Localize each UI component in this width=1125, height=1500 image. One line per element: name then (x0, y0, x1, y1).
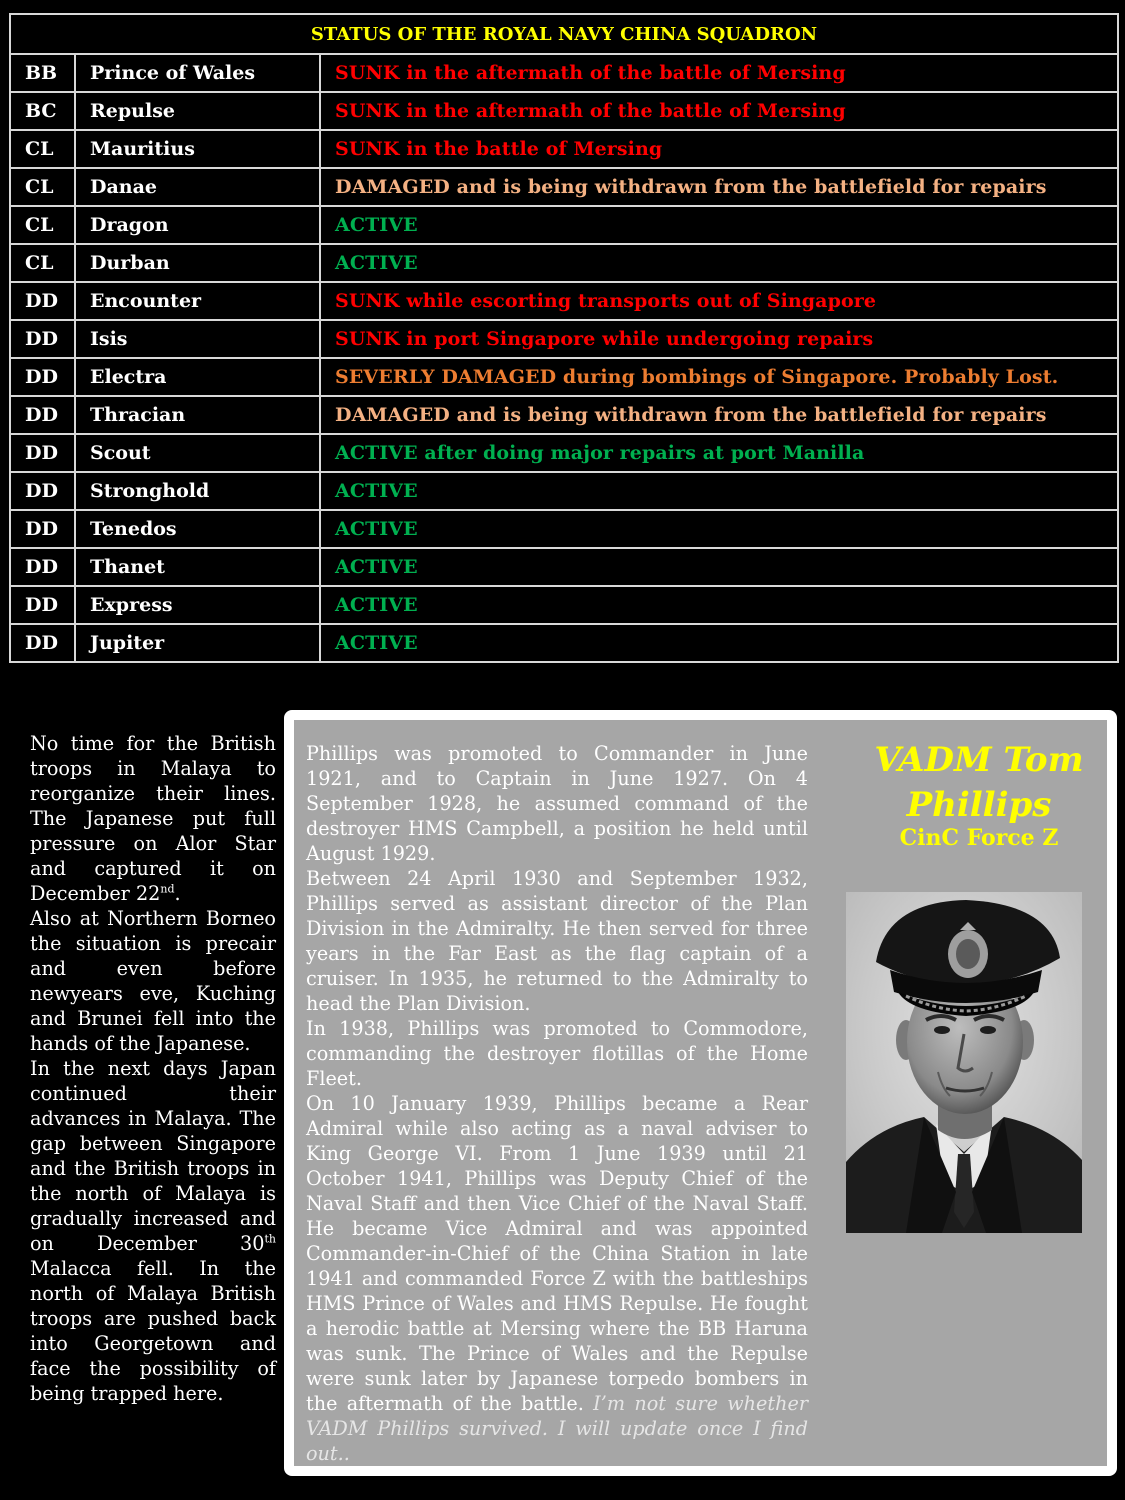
admiral-name (854, 738, 1104, 828)
ship-status-cell: SUNK in the aftermath of the battle of Mersing (320, 54, 1118, 92)
squadron-status-table (9, 13, 1119, 663)
table-row (10, 282, 1118, 320)
ship-status-cell: ACTIVE (320, 624, 1118, 662)
ship-status-cell: SUNK in the aftermath of the battle of Mersing (320, 92, 1118, 130)
ship-name-cell: Express (75, 586, 320, 624)
table-row (10, 586, 1118, 624)
ship-status-cell: ACTIVE (320, 510, 1118, 548)
ship-type-cell: CL (10, 168, 75, 206)
ship-name-cell: Danae (75, 168, 320, 206)
ordinal-suffix: nd (160, 882, 175, 896)
table-row (10, 472, 1118, 510)
ship-status-cell: DAMAGED and is being withdrawn from the battlefield for repairs (320, 168, 1118, 206)
table-title-row (10, 14, 1118, 54)
table-row (10, 54, 1118, 92)
ship-type-cell: CL (10, 206, 75, 244)
ship-name-cell: Dragon (75, 206, 320, 244)
biography-paragraph: Between 24 April 1930 and September 1932, Phillips served as assistant director of the Plan Division in the Admiralty. He then served for three years in the Far East as the flag captain of a cruiser. In 1935, he returned to the Admiralty to head the Plan Division. (306, 867, 808, 1015)
ship-status-cell: SUNK while escorting transports out of Singapore (320, 282, 1118, 320)
table-row (10, 320, 1118, 358)
ship-status-cell: SEVERLY DAMAGED during bombings of Singapore. Probably Lost. (320, 358, 1118, 396)
biography-panel (284, 710, 1117, 1476)
ship-type-cell: DD (10, 586, 75, 624)
narrative-paragraph: Also at Northern Borneo the situation is precair and even before newyears eve, Kuching and Brunei fell into the hands of the Japanese. (30, 907, 276, 1055)
ship-type-cell: CL (10, 130, 75, 168)
table-row (10, 396, 1118, 434)
ship-name-cell: Durban (75, 244, 320, 282)
ship-status-cell: ACTIVE (320, 548, 1118, 586)
table-row (10, 510, 1118, 548)
campaign-narrative (30, 731, 276, 1406)
ship-type-cell: DD (10, 472, 75, 510)
narrative-text: . (174, 882, 181, 905)
narrative-paragraph (30, 1056, 276, 1406)
author-note: I’m not sure whether VADM Phillips survived. I will update once I find out.. (306, 1392, 808, 1465)
ship-status-cell: SUNK in port Singapore while undergoing repairs (320, 320, 1118, 358)
table-row (10, 244, 1118, 282)
table-row (10, 168, 1118, 206)
ship-type-cell: DD (10, 396, 75, 434)
ship-name-cell: Jupiter (75, 624, 320, 662)
ship-status-cell: ACTIVE (320, 244, 1118, 282)
ordinal-suffix: th (264, 1232, 276, 1246)
biography-text (306, 741, 808, 1466)
table-row (10, 358, 1118, 396)
table-row (10, 130, 1118, 168)
table-title: STATUS OF THE ROYAL NAVY CHINA SQUADRON (10, 14, 1118, 54)
ship-type-cell: DD (10, 358, 75, 396)
table-row (10, 548, 1118, 586)
biography-panel-body (294, 720, 1107, 1466)
ship-name-cell: Electra (75, 358, 320, 396)
ship-name-cell: Isis (75, 320, 320, 358)
ship-status-cell: ACTIVE after doing major repairs at port Manilla (320, 434, 1118, 472)
ship-name-cell: Repulse (75, 92, 320, 130)
ship-type-cell: DD (10, 548, 75, 586)
ship-name-cell: Tenedos (75, 510, 320, 548)
ship-type-cell: DD (10, 434, 75, 472)
narrative-text: Malacca fell. In the north of Malaya British troops are pushed back into Georgetown and face the possibility of being trapped here. (30, 1257, 276, 1405)
biography-paragraph: In 1938, Phillips was promoted to Commodore, commanding the destroyer flotillas of the Home Fleet. (306, 1017, 808, 1090)
ship-status-cell: ACTIVE (320, 472, 1118, 510)
ship-name-cell: Thanet (75, 548, 320, 586)
ship-type-cell: DD (10, 282, 75, 320)
table-row (10, 434, 1118, 472)
ship-name-cell: Thracian (75, 396, 320, 434)
ship-status-cell: SUNK in the battle of Mersing (320, 130, 1118, 168)
biography-paragraph (306, 1091, 808, 1466)
ship-type-cell: DD (10, 510, 75, 548)
ship-type-cell: BC (10, 92, 75, 130)
ship-name-cell: Encounter (75, 282, 320, 320)
narrative-text: In the next days Japan continued their advances in Malaya. The gap between Singapore and the British troops in the north of Malaya is gradually increased and on December 30 (30, 1057, 276, 1255)
table-row (10, 206, 1118, 244)
ship-name-cell: Stronghold (75, 472, 320, 510)
admiral-name-line: Phillips (906, 785, 1052, 825)
ship-type-cell: BB (10, 54, 75, 92)
admiral-name-line: VADM Tom (874, 740, 1084, 780)
table-row (10, 624, 1118, 662)
admiral-portrait (846, 892, 1082, 1233)
ship-name-cell: Scout (75, 434, 320, 472)
ship-status-cell: ACTIVE (320, 586, 1118, 624)
ship-name-cell: Prince of Wales (75, 54, 320, 92)
biography-text-span: On 10 January 1939, Phillips became a Rear Admiral while also acting as a naval adviser to King George VI. From 1 June 1939 until 21 October 1941, Phillips was Deputy Chief of the Naval Staff and then Vice Chief of the Naval Staff. He became Vice Admiral and was appointed Commander-in-Chief of the China Station in late 1941 and commanded Force Z with the battleships HMS Prince of Wales and HMS Repulse. He fought a herodic battle at Mersing where the BB Haruna was sunk. The Prince of Wales and the Repulse were sunk later by Japanese torpedo bombers in the aftermath of the battle. (306, 1092, 808, 1415)
biography-paragraph: Phillips was promoted to Commander in June 1921, and to Captain in June 1927. On 4 September 1928, he assumed command of the destroyer HMS Campbell, a position he held until August 1929. (306, 742, 808, 865)
narrative-paragraph (30, 731, 276, 906)
ship-status-cell: DAMAGED and is being withdrawn from the battlefield for repairs (320, 396, 1118, 434)
admiral-role: CinC Force Z (899, 825, 1059, 851)
ship-type-cell: DD (10, 320, 75, 358)
portrait-image (846, 892, 1082, 1233)
table-row (10, 92, 1118, 130)
ship-name-cell: Mauritius (75, 130, 320, 168)
ship-status-cell: ACTIVE (320, 206, 1118, 244)
narrative-text: No time for the British troops in Malaya to reorganize their lines. The Japanese put full pressure on Alor Star and captured it on December 22 (30, 732, 276, 905)
ship-type-cell: DD (10, 624, 75, 662)
ship-type-cell: CL (10, 244, 75, 282)
